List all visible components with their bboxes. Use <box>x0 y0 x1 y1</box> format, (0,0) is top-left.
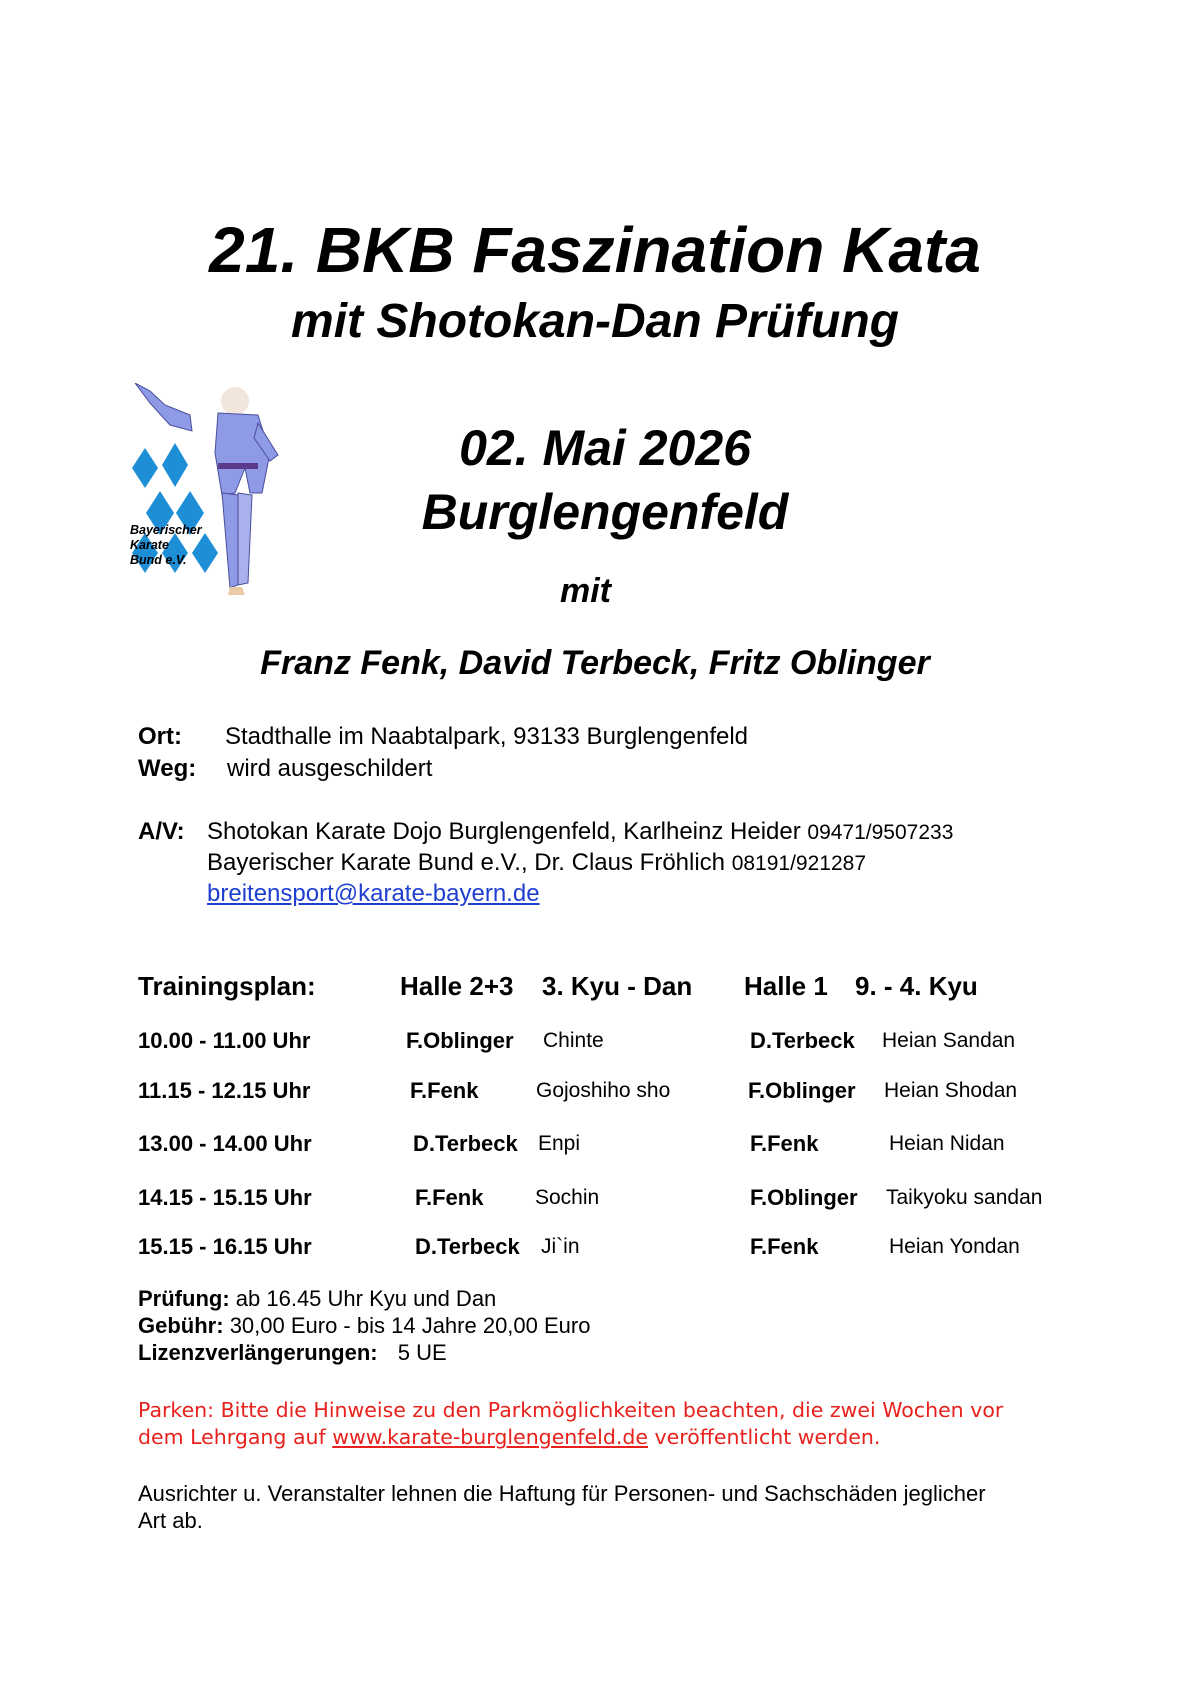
row-5-trainer-b: F.Fenk <box>750 1234 819 1259</box>
row-1-time: 10.00 - 11.00 Uhr <box>138 1028 311 1053</box>
av-label: A/V: <box>138 818 185 845</box>
row-3-kata-b: Heian Nidan <box>889 1132 1005 1155</box>
hall-b-label: Halle 1 <box>744 971 828 1001</box>
row-1-kata-a: Chinte <box>543 1029 604 1052</box>
row-5-trainer-a: D.Terbeck <box>415 1234 520 1259</box>
event-title: 21. BKB Faszination Kata <box>209 214 981 286</box>
row-3-time: 13.00 - 14.00 Uhr <box>138 1131 312 1156</box>
level-b-label: 9. - 4. Kyu <box>855 971 978 1001</box>
contact-line-1-phone: 09471/9507233 <box>807 821 954 844</box>
row-2-trainer-a: F.Fenk <box>410 1078 479 1103</box>
club-website-link[interactable]: www.karate-burglengenfeld.de <box>332 1425 648 1449</box>
disclaimer-line-2: Art ab. <box>138 1508 203 1533</box>
parking-line-1: Parken: Bitte die Hinweise zu den Parkmöglichkeiten beachten, die zwei Wochen vor <box>138 1398 1004 1422</box>
karate-figure-icon <box>130 383 295 613</box>
row-3-trainer-a: D.Terbeck <box>413 1131 518 1156</box>
hall-a-label: Halle 2+3 <box>400 971 514 1001</box>
level-a-label: 3. Kyu - Dan <box>542 971 693 1001</box>
row-4-time: 14.15 - 15.15 Uhr <box>138 1185 312 1210</box>
bkb-logo <box>130 383 295 613</box>
row-2-time: 11.15 - 12.15 Uhr <box>138 1078 311 1103</box>
trainers-list: Franz Fenk, David Terbeck, Fritz Oblinger <box>260 644 930 682</box>
event-city: Burglengenfeld <box>421 484 789 540</box>
ort-value: Stadthalle im Naabtalpark, 93133 Burglengenfeld <box>225 723 749 750</box>
disclaimer-line-1: Ausrichter u. Veranstalter lehnen die Haftung für Personen- und Sachschäden jeglicher <box>138 1481 986 1506</box>
row-2-kata-a: Gojoshiho sho <box>536 1079 671 1102</box>
contact-line-1 <box>207 817 953 847</box>
row-3-kata-a: Enpi <box>538 1132 581 1155</box>
parking-line-2-post: veröffentlicht werden. <box>654 1425 881 1449</box>
contact-email-link[interactable]: breitensport@karate-bayern.de <box>207 880 540 907</box>
pruefung-line <box>138 1285 496 1313</box>
parking-line-2-pre: dem Lehrgang auf <box>138 1425 326 1449</box>
ort-label: Ort: <box>138 723 182 750</box>
row-4-kata-a: Sochin <box>535 1186 600 1209</box>
gebuehr-value: 30,00 Euro - bis 14 Jahre 20,00 Euro <box>229 1313 591 1338</box>
lizenz-line <box>138 1339 447 1367</box>
contact-line-1-text: Shotokan Karate Dojo Burglengenfeld, Karlheinz Heider <box>207 818 801 845</box>
pruefung-label: Prüfung: <box>138 1286 230 1311</box>
row-3-trainer-b: F.Fenk <box>750 1131 819 1156</box>
contact-line-2 <box>207 848 866 878</box>
lizenz-label: Lizenzverlängerungen: <box>138 1340 378 1365</box>
row-5-kata-a: Ji`in <box>541 1235 580 1258</box>
row-5-kata-b: Heian Yondan <box>889 1235 1020 1258</box>
weg-label: Weg: <box>138 755 197 782</box>
gebuehr-label: Gebühr: <box>138 1313 224 1338</box>
contact-line-2-phone: 08191/921287 <box>731 852 867 875</box>
row-1-trainer-b: D.Terbeck <box>750 1028 855 1053</box>
row-1-trainer-a: F.Oblinger <box>406 1028 514 1053</box>
event-subtitle: mit Shotokan-Dan Prüfung <box>291 295 899 348</box>
logo-text-1: Bayerischer <box>130 523 202 537</box>
mit-label: mit <box>560 572 611 610</box>
contact-line-2-text: Bayerischer Karate Bund e.V., Dr. Claus Fröhlich <box>207 849 726 876</box>
weg-value: wird ausgeschildert <box>227 755 433 782</box>
lizenz-value: 5 UE <box>397 1340 447 1365</box>
row-1-kata-b: Heian Sandan <box>882 1029 1016 1052</box>
row-2-kata-b: Heian Shodan <box>884 1079 1018 1102</box>
row-4-trainer-b: F.Oblinger <box>750 1185 858 1210</box>
pruefung-value: ab 16.45 Uhr Kyu und Dan <box>235 1286 497 1311</box>
row-4-kata-b: Taikyoku sandan <box>886 1186 1043 1209</box>
row-2-trainer-b: F.Oblinger <box>748 1078 856 1103</box>
logo-text-2: Karate <box>130 538 169 552</box>
logo-text-3: Bund e.V. <box>130 553 187 567</box>
schedule-label: Trainingsplan: <box>138 971 316 1001</box>
gebuehr-line <box>138 1312 590 1340</box>
row-5-time: 15.15 - 16.15 Uhr <box>138 1234 312 1259</box>
event-date: 02. Mai 2026 <box>459 420 751 476</box>
row-4-trainer-a: F.Fenk <box>415 1185 484 1210</box>
parking-line-2 <box>138 1424 880 1451</box>
